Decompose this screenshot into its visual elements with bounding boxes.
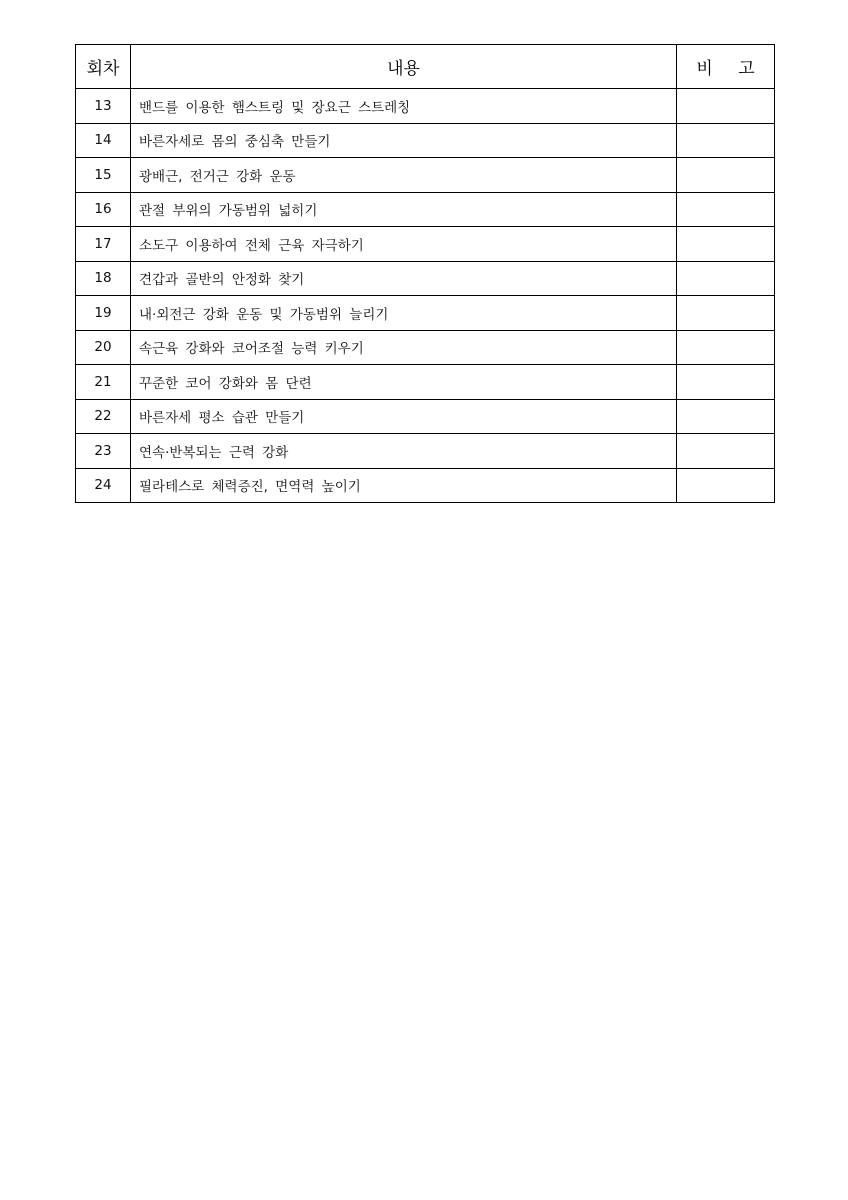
table-row [76, 399, 775, 434]
remark-cell [677, 296, 775, 331]
table-row [76, 89, 775, 124]
remark-cell [677, 468, 775, 503]
remark-cell [677, 192, 775, 227]
session-number-cell: 21 [76, 365, 131, 400]
session-column-header: 회차 [76, 45, 131, 89]
remark-cell [677, 261, 775, 296]
session-number-cell: 13 [76, 89, 131, 124]
remark-cell [677, 158, 775, 193]
table-row [76, 261, 775, 296]
content-cell: 연속·반복되는 근력 강화 [131, 434, 677, 469]
table-row [76, 468, 775, 503]
content-column-header: 내용 [131, 45, 677, 89]
table-row [76, 158, 775, 193]
table-row [76, 330, 775, 365]
session-number-cell: 17 [76, 227, 131, 262]
table-row [76, 434, 775, 469]
table-header [76, 45, 775, 89]
session-number-cell: 15 [76, 158, 131, 193]
session-number-cell: 18 [76, 261, 131, 296]
content-cell: 속근육 강화와 코어조절 능력 키우기 [131, 330, 677, 365]
content-cell: 소도구 이용하여 전체 근육 자극하기 [131, 227, 677, 262]
content-cell: 내·외전근 강화 운동 및 가동범위 늘리기 [131, 296, 677, 331]
session-number-cell: 19 [76, 296, 131, 331]
remark-cell [677, 227, 775, 262]
table-row [76, 227, 775, 262]
content-cell: 밴드를 이용한 햄스트링 및 장요근 스트레칭 [131, 89, 677, 124]
table-row [76, 365, 775, 400]
remark-cell [677, 89, 775, 124]
session-number-cell: 14 [76, 123, 131, 158]
remark-cell [677, 399, 775, 434]
table-row [76, 192, 775, 227]
content-cell: 관절 부위의 가동범위 넓히기 [131, 192, 677, 227]
content-cell: 바른자세 평소 습관 만들기 [131, 399, 677, 434]
content-cell: 필라테스로 체력증진, 면역력 높이기 [131, 468, 677, 503]
content-cell: 광배근, 전거근 강화 운동 [131, 158, 677, 193]
session-number-cell: 22 [76, 399, 131, 434]
content-cell: 바른자세로 몸의 중심축 만들기 [131, 123, 677, 158]
remark-column-header: 비 고 [677, 45, 775, 89]
remark-cell [677, 365, 775, 400]
session-number-cell: 20 [76, 330, 131, 365]
session-number-cell: 16 [76, 192, 131, 227]
schedule-table [75, 44, 775, 503]
remark-cell [677, 330, 775, 365]
table-body [76, 89, 775, 503]
remark-cell [677, 123, 775, 158]
remark-cell [677, 434, 775, 469]
header-row [76, 45, 775, 89]
table-row [76, 296, 775, 331]
content-cell: 견갑과 골반의 안정화 찾기 [131, 261, 677, 296]
content-cell: 꾸준한 코어 강화와 몸 단련 [131, 365, 677, 400]
session-number-cell: 23 [76, 434, 131, 469]
table-row [76, 123, 775, 158]
session-number-cell: 24 [76, 468, 131, 503]
